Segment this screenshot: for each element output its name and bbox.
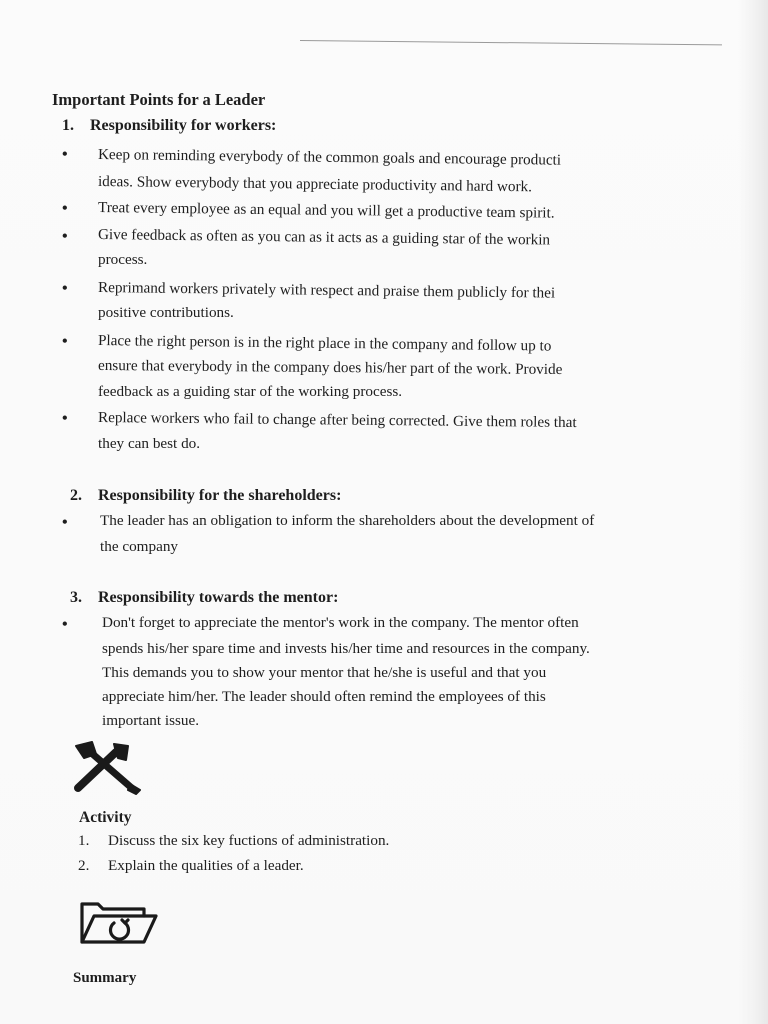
activity-item-2: [78, 857, 304, 875]
folder-icon: [78, 898, 160, 948]
bullet-8: •: [62, 616, 68, 633]
bullet-7: •: [62, 514, 68, 531]
activity-item-1-number: 1.: [78, 832, 90, 849]
section-1-title: Responsibility for workers:: [90, 117, 277, 134]
activity-item-2-text: Explain the qualities of a leader.: [108, 857, 304, 874]
section-3-number: 3.: [70, 589, 82, 606]
section-1-line-1: Keep on reminding everybody of the common goals and encourage producti: [97, 146, 562, 169]
section-3-line-2: spends his/her spare time and invests his/her time and resources in the company.: [102, 640, 590, 657]
section-3-line-4: appreciate him/her. The leader should often remind the employees of this: [102, 688, 546, 705]
activity-item-1: [78, 832, 389, 850]
section-3-line-3: This demands you to show your mentor that he/she is useful and that you: [102, 664, 547, 681]
page-heading: Important Points for a Leader: [52, 90, 266, 109]
section-1-heading: [62, 117, 276, 135]
activity-item-2-number: 2.: [78, 857, 90, 874]
top-rule-line: [300, 40, 722, 45]
bullet-3: •: [62, 228, 68, 245]
bullet-1: •: [62, 146, 68, 163]
bullet-4: •: [62, 280, 68, 297]
bullet-5: •: [62, 333, 68, 350]
section-1-line-11: Replace workers who fail to change after being corrected. Give them roles that: [97, 409, 577, 432]
section-2-line-2: the company: [100, 538, 179, 555]
section-1-line-3: Treat every employee as an equal and you will get a productive team spirit.: [97, 199, 555, 222]
section-1-line-10: feedback as a guiding star of the working process.: [98, 383, 403, 400]
section-1-line-5: process.: [98, 251, 148, 268]
section-3-title: Responsibility towards the mentor:: [98, 589, 339, 606]
activity-heading: Activity: [79, 809, 132, 826]
section-1-line-2: ideas. Show everybody that you appreciate productivity and hard work.: [97, 173, 533, 196]
section-1-line-12: they can best do.: [98, 435, 201, 452]
section-2-line-1: The leader has an obligation to inform the shareholders about the development of: [100, 512, 595, 529]
bullet-6: •: [62, 410, 68, 427]
section-2-title: Responsibility for the shareholders:: [98, 487, 342, 504]
bullet-2: •: [62, 200, 68, 217]
section-2-number: 2.: [70, 487, 82, 504]
tools-icon: [70, 740, 144, 796]
section-3-line-1: Don't forget to appreciate the mentor's work in the company. The mentor often: [102, 614, 579, 631]
section-1-number: 1.: [62, 117, 74, 134]
section-1-line-7: positive contributions.: [98, 304, 234, 321]
section-2-heading: [70, 487, 341, 505]
section-1-line-8: Place the right person is in the right place in the company and follow up to: [97, 332, 552, 355]
section-3-heading: [70, 589, 338, 607]
section-1-line-6: Reprimand workers privately with respect and praise them publicly for thei: [97, 279, 556, 302]
activity-item-1-text: Discuss the six key fuctions of administration.: [108, 832, 390, 849]
page-edge-shadow: [738, 0, 768, 1024]
section-1-line-9: ensure that everybody in the company does his/her part of the work. Provide: [97, 357, 563, 379]
section-1-line-4: Give feedback as often as you can as it acts as a guiding star of the workin: [97, 226, 551, 249]
section-3-line-5: important issue.: [102, 712, 200, 729]
summary-heading: Summary: [73, 970, 137, 986]
